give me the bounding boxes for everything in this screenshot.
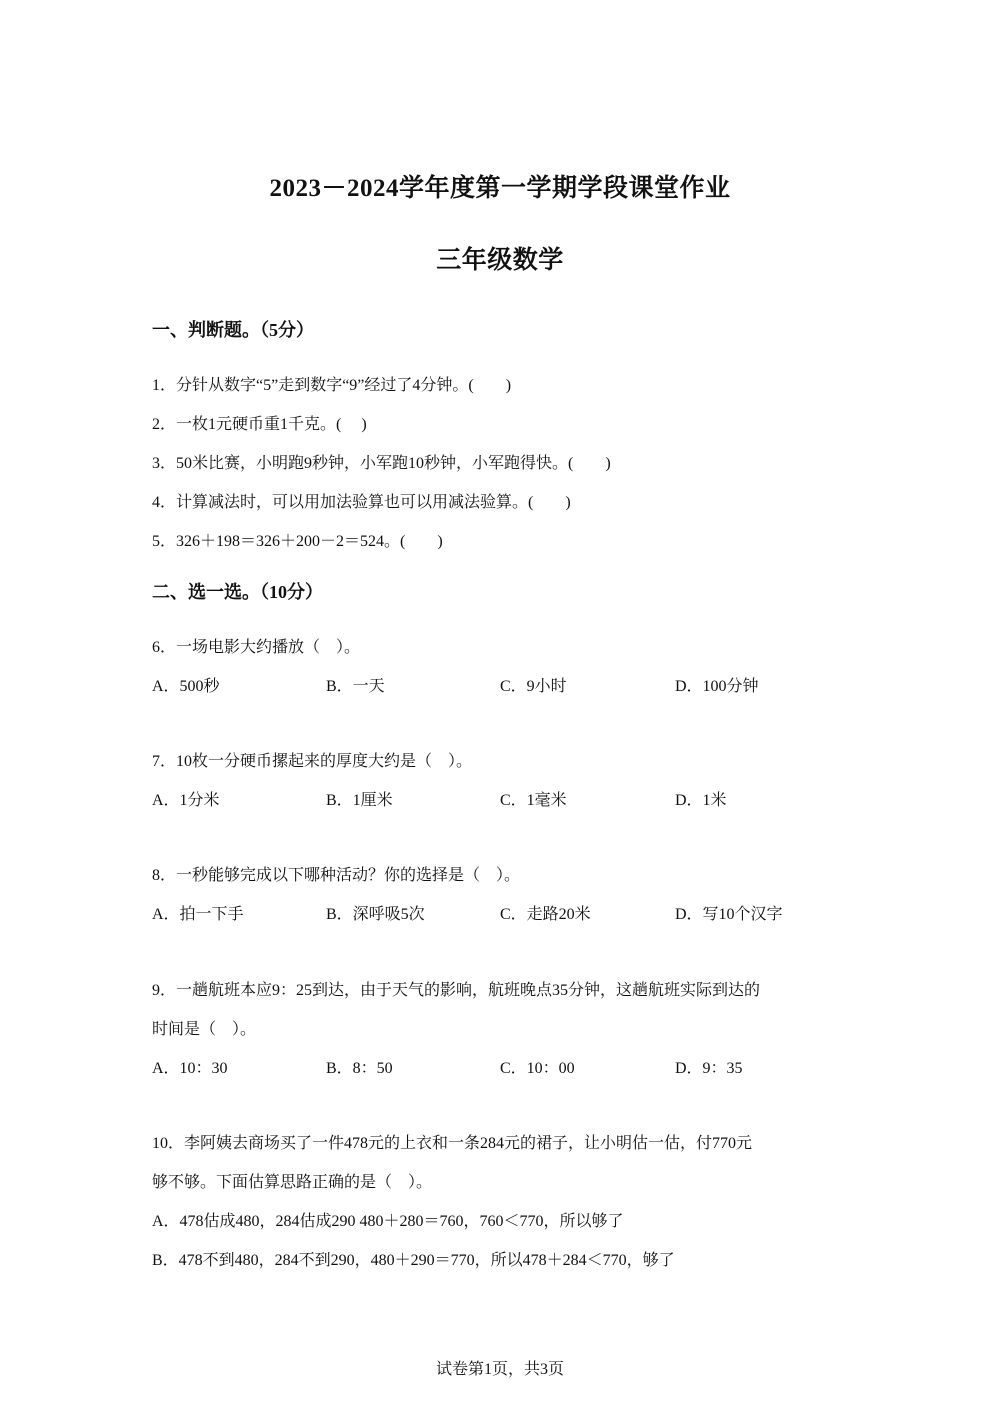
q8-option-b: B．深呼吸5次 [326,906,425,923]
q10-option-a: A．478估成480，284估成290 480＋280＝760，760＜770，所以够了 [152,1213,624,1230]
question-7: 7．10枚一分硬币摞起来的厚度大约是（ ）。 [152,753,473,770]
q8-option-a: A．拍一下手 [152,906,244,923]
question-4: 4．计算减法时，可以用加法验算也可以用减法验算。( ) [152,494,571,511]
q7-option-b: B．1厘米 [326,792,393,809]
page-footer: 试卷第1页，共3页 [435,1361,564,1378]
q10-option-b: B．478不到480，284不到290，480＋290＝770，所以478＋284＜770，够了 [152,1252,675,1269]
q7-option-c: C．1毫米 [500,792,567,809]
q7-option-a: A．1分米 [152,792,220,809]
q6-option-d: D．100分钟 [675,678,759,695]
q6-option-a: A．500秒 [152,678,220,695]
q8-option-c: C．走路20米 [500,906,591,923]
q9-option-c: C．10：00 [500,1060,575,1077]
question-3: 3．50米比赛，小明跑9秒钟，小军跑10秒钟，小军跑得快。( ) [152,455,611,472]
question-5: 5．326＋198＝326＋200－2＝524。( ) [152,533,443,550]
question-2: 2．一枚1元硬币重1千克。( ) [152,416,367,433]
q7-option-d: D．1米 [675,792,727,809]
q6-option-b: B．一天 [326,678,385,695]
q9-option-d: D．9：35 [675,1060,743,1077]
exam-title: 2023－2024学年度第一学期学段课堂作业 [269,175,731,202]
question-10-line-1: 10．李阿姨去商场买了一件478元的上衣和一条284元的裙子，让小明估一估，付770元 [152,1135,753,1152]
q9-option-a: A．10：30 [152,1060,228,1077]
section-heading-true-false: 一、判断题。（5分） [152,320,314,340]
question-1: 1．分针从数字“5”走到数字“9”经过了4分钟。( ) [152,377,512,394]
question-9-line-1: 9．一趟航班本应9：25到达，由于天气的影响，航班晚点35分钟，这趟航班实际到达的 [152,982,761,999]
q6-option-c: C．9小时 [500,678,567,695]
question-10-line-2: 够不够。下面估算思路正确的是（ ）。 [152,1174,433,1191]
q8-option-d: D．写10个汉字 [675,906,783,923]
question-6: 6．一场电影大约播放（ ）。 [152,639,361,656]
question-8: 8．一秒能够完成以下哪种活动？你的选择是（ ）。 [152,867,521,884]
exam-subtitle: 三年级数学 [436,247,564,274]
question-9-line-2: 时间是（ ）。 [152,1021,257,1038]
section-heading-multiple-choice: 二、选一选。（10分） [152,582,323,602]
q9-option-b: B．8：50 [326,1060,393,1077]
